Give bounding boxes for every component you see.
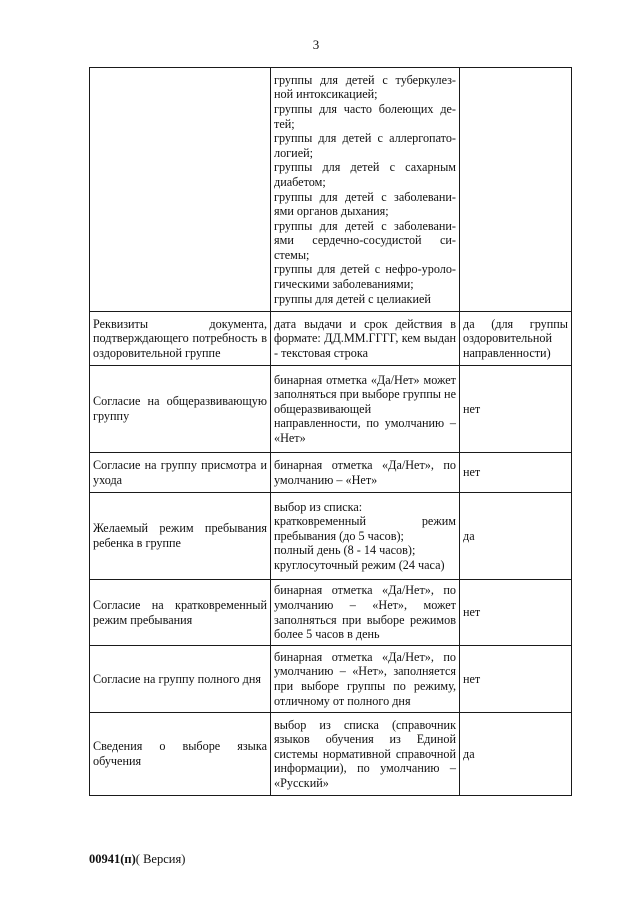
document-code: 00941(п) xyxy=(89,852,136,866)
description-line: бинарная отметка «Да/Нет», по умолчанию – «Нет» xyxy=(274,457,456,487)
page-number: 3 xyxy=(312,37,320,52)
description-cell xyxy=(271,713,460,796)
table-row xyxy=(90,493,572,580)
required-cell: да xyxy=(460,493,572,580)
description-line: выбор из списка: xyxy=(274,499,363,514)
table-row xyxy=(90,366,572,453)
description-line: группы для детей с целиакией xyxy=(274,291,431,306)
description-line: группы для детей с сахарным диабетом; xyxy=(274,160,456,189)
description-cell xyxy=(271,580,460,646)
description-line: группы для детей с туберкулез-ной интоксикацией; xyxy=(274,72,456,102)
description-line: группы для детей с аллергопато-логией; xyxy=(274,131,456,160)
required-cell: нет xyxy=(460,366,572,453)
required-cell: да xyxy=(460,713,572,796)
description-line: бинарная отметка «Да/Нет» может заполняться при выборе группы не общеразвивающей направленности, по умолчанию – «Нет» xyxy=(274,372,456,445)
field-cell xyxy=(90,68,271,312)
requirements-table xyxy=(89,67,572,796)
table-row xyxy=(90,646,572,713)
field-cell: Реквизиты документа, подтверждающего потребность в оздоровительной группе xyxy=(90,312,271,366)
required-cell xyxy=(460,68,572,312)
description-line: кратковременный режим пребывания (до 5 часов); xyxy=(274,514,456,543)
table-row xyxy=(90,312,572,366)
description-cell xyxy=(271,646,460,713)
field-cell: Согласие на группу присмотра и ухода xyxy=(90,453,271,493)
description-line: полный день (8 - 14 часов); xyxy=(274,543,416,558)
table-row xyxy=(90,580,572,646)
description-line: группы для часто болеющих де-тей; xyxy=(274,101,456,131)
description-cell xyxy=(271,312,460,366)
required-cell: нет xyxy=(460,646,572,713)
description-line: дата выдачи и срок действия в формате: ДД.ММ.ГГГГ, кем выдан - текстовая строка xyxy=(274,316,456,360)
field-cell: Сведения о выборе языка обучения xyxy=(90,713,271,796)
required-cell: нет xyxy=(460,453,572,493)
description-line: выбор из списка (справочник языков обучения из Единой системы нормативной справочной информации), по умолчанию – «Русский» xyxy=(274,717,456,790)
table-row xyxy=(90,453,572,493)
description-line: группы для детей с заболевани-ями сердечно-сосудистой си-стемы; xyxy=(274,218,456,262)
field-cell: Согласие на кратковременный режим пребывания xyxy=(90,580,271,646)
description-cell xyxy=(271,453,460,493)
description-line: группы для детей с заболевани-ями органов дыхания; xyxy=(274,189,456,219)
document-version: ( Версия) xyxy=(135,852,186,866)
required-cell: да (для группы оздоровительной направленности) xyxy=(460,312,572,366)
description-line: бинарная отметка «Да/Нет», по умолчанию – «Нет», заполняется при выборе группы по режиму, отличному от полного дня xyxy=(274,649,456,708)
field-cell: Желаемый режим пребывания ребенка в группе xyxy=(90,493,271,580)
description-cell xyxy=(271,366,460,453)
required-cell: нет xyxy=(460,580,572,646)
field-cell: Согласие на общеразвивающую группу xyxy=(90,366,271,453)
description-line: бинарная отметка «Да/Нет», по умолчанию – «Нет», может заполняться при выборе режимов более 5 часов в день xyxy=(274,583,456,642)
table-row xyxy=(90,713,572,796)
table-row xyxy=(90,68,572,312)
description-line: группы для детей с нефро-уроло-гическими заболеваниями; xyxy=(274,262,456,292)
field-cell: Согласие на группу полного дня xyxy=(90,646,271,713)
description-line: круглосуточный режим (24 часа) xyxy=(274,557,445,572)
document-footer xyxy=(89,852,185,866)
description-cell xyxy=(271,493,460,580)
description-cell xyxy=(271,68,460,312)
